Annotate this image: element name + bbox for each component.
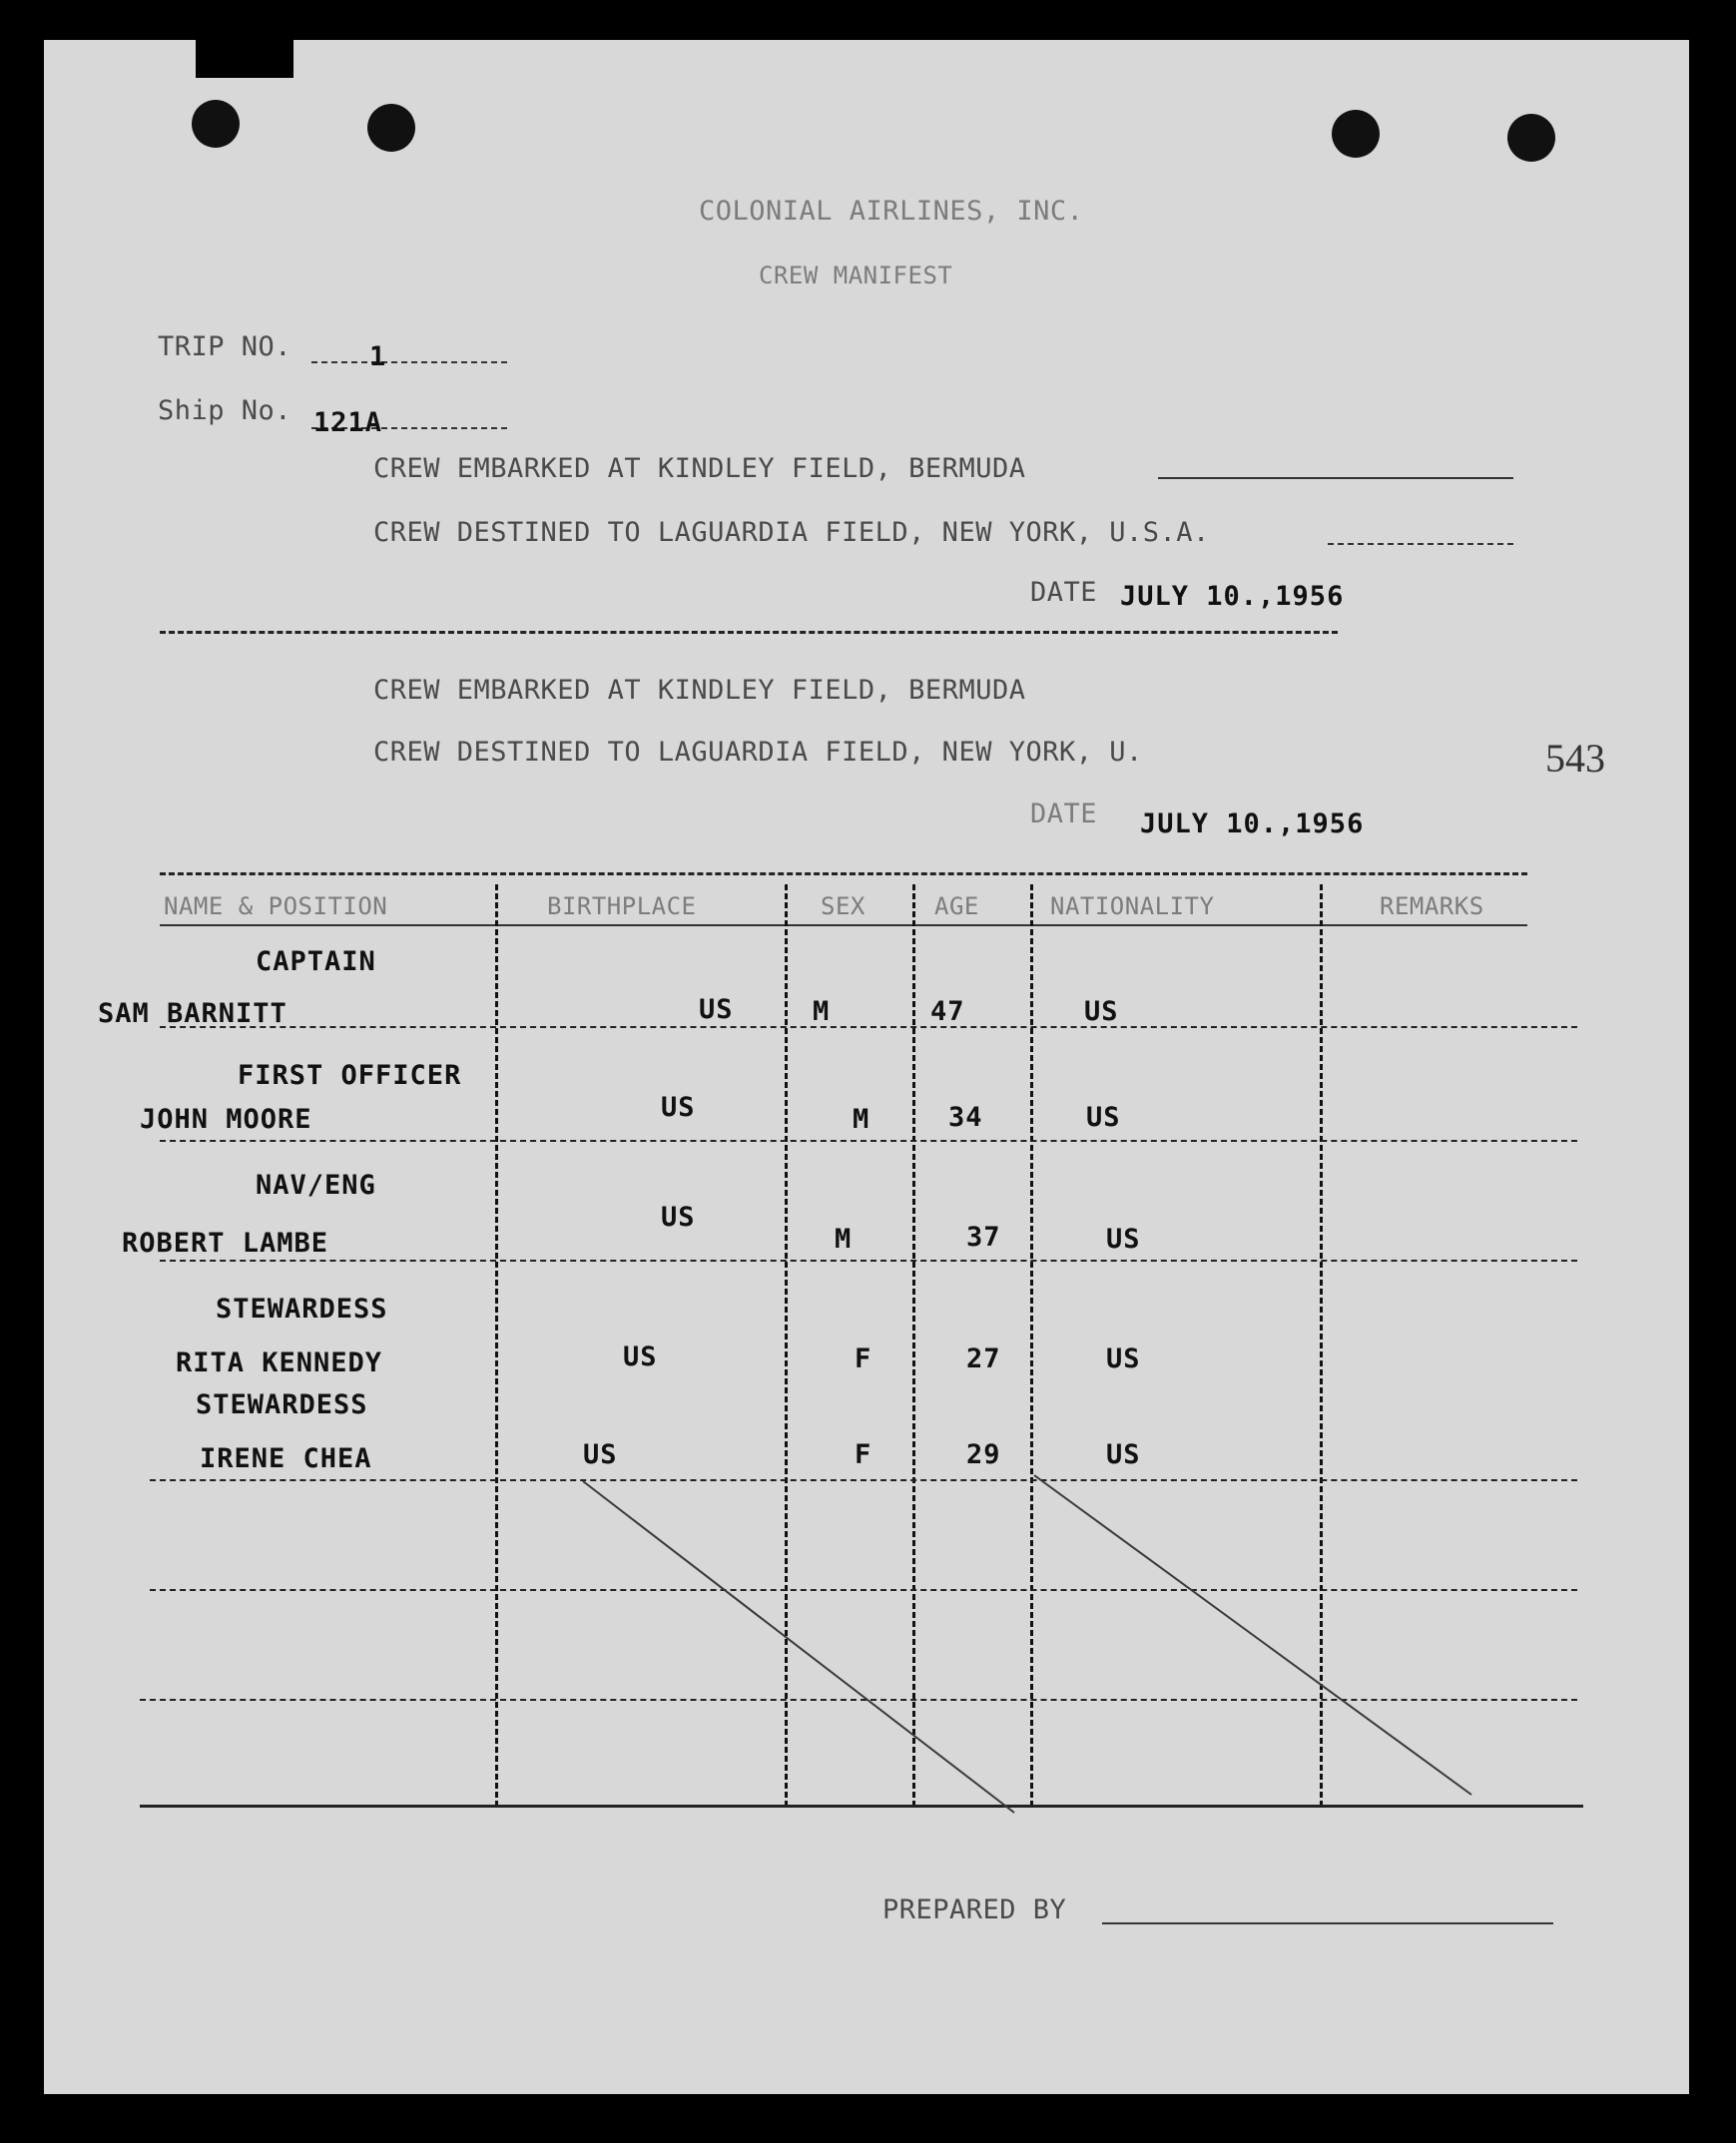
ship-value: 121A <box>313 407 383 438</box>
ship-label: Ship No. <box>158 395 292 426</box>
page-number: 543 <box>1545 736 1605 781</box>
date-value-1: JULY 10.,1956 <box>1120 581 1345 612</box>
row-nationality: US <box>1106 1343 1141 1374</box>
row-position: FIRST OFFICER <box>238 1060 462 1091</box>
row-sex: M <box>853 1104 870 1135</box>
row-position: CAPTAIN <box>256 946 376 977</box>
row-name: JOHN MOORE <box>140 1104 312 1135</box>
prepared-by-label: PREPARED BY <box>882 1894 1067 1925</box>
embarked-line-1: CREW EMBARKED AT KINDLEY FIELD, BERMUDA <box>373 453 1026 484</box>
row-nationality: US <box>1106 1224 1141 1255</box>
row-age: 34 <box>948 1102 983 1133</box>
destined-line-2: CREW DESTINED TO LAGUARDIA FIELD, NEW YORK, U. <box>373 737 1143 768</box>
row-name: IRENE CHEA <box>200 1443 372 1474</box>
row-age: 37 <box>966 1222 1001 1253</box>
date-value-2: JULY 10.,1956 <box>1140 808 1365 839</box>
destined-line-1: CREW DESTINED TO LAGUARDIA FIELD, NEW YORK, U.S.A. <box>373 517 1210 548</box>
trip-label: TRIP NO. <box>158 331 292 362</box>
row-nationality: US <box>1084 996 1119 1027</box>
row-name: RITA KENNEDY <box>176 1347 383 1378</box>
row-birthplace: US <box>623 1341 658 1372</box>
row-sex: F <box>855 1343 872 1374</box>
prepared-by-line[interactable] <box>1102 1922 1553 1924</box>
row-age: 47 <box>930 996 965 1027</box>
row-birthplace: US <box>661 1092 696 1123</box>
row-name: ROBERT LAMBE <box>122 1228 329 1259</box>
row-position: STEWARDESS <box>196 1389 368 1420</box>
row-nationality: US <box>1106 1439 1141 1470</box>
row-birthplace: US <box>699 994 734 1025</box>
row-nationality: US <box>1086 1102 1121 1133</box>
date-label-1: DATE <box>1030 577 1098 608</box>
header-sex: SEX <box>821 892 866 920</box>
date-label-2: DATE <box>1030 799 1098 829</box>
header-nationality: NATIONALITY <box>1050 892 1215 920</box>
row-birthplace: US <box>583 1439 618 1470</box>
row-sex: F <box>855 1439 872 1470</box>
header-name-position: NAME & POSITION <box>164 892 388 920</box>
trip-value: 1 <box>369 341 387 372</box>
row-sex: M <box>835 1224 853 1255</box>
row-position: NAV/ENG <box>256 1170 376 1201</box>
embarked-line-2: CREW EMBARKED AT KINDLEY FIELD, BERMUDA <box>373 675 1026 706</box>
header-age: AGE <box>934 892 979 920</box>
row-position: STEWARDESS <box>216 1294 388 1325</box>
row-birthplace: US <box>661 1202 696 1233</box>
row-age: 29 <box>966 1439 1001 1470</box>
header-birthplace: BIRTHPLACE <box>547 892 697 920</box>
row-name: SAM BARNITT <box>98 998 288 1029</box>
company-name: COLONIAL AIRLINES, INC. <box>699 196 1084 227</box>
document-title: CREW MANIFEST <box>759 262 953 289</box>
row-sex: M <box>813 996 831 1027</box>
header-remarks: REMARKS <box>1380 892 1484 920</box>
row-age: 27 <box>966 1343 1001 1374</box>
